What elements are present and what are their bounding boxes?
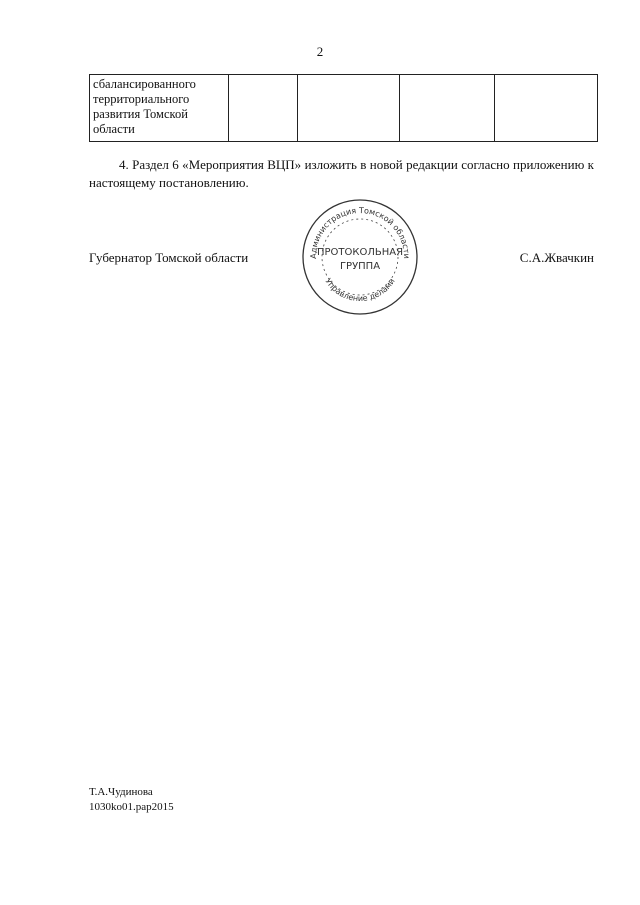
protocol-group-stamp: [300, 197, 420, 317]
item-4-paragraph: 4. Раздел 6 «Мероприятия ВЦП» изложить в новой редакции согласно приложению к настоящему постановлению.: [89, 157, 594, 190]
table-cell: [90, 75, 229, 142]
table-cell: [495, 75, 598, 142]
footer-file: 1030ko01.pap2015: [89, 801, 174, 813]
table-row: [90, 75, 598, 142]
stamp-center-line1: ПРОТОКОЛЬНАЯ: [316, 247, 404, 258]
governor-title: Губернатор Томской области: [89, 250, 249, 265]
cell-line: сбалансированного: [93, 77, 196, 91]
footer: [89, 785, 174, 815]
table-cell: [400, 75, 495, 142]
page-number: 2: [316, 44, 324, 59]
table-cell: [298, 75, 400, 142]
governor-name: С.А.Жвачкин: [519, 250, 594, 265]
cell-line: области: [93, 122, 135, 136]
cell-line: территориального: [93, 92, 190, 106]
table-cell: [229, 75, 298, 142]
stamp-center-line2: ГРУППА: [339, 261, 381, 272]
continuation-table: [89, 74, 598, 142]
stamp-outer-bottom-text: Управление делами: [323, 276, 397, 304]
footer-author: Т.А.Чудинова: [89, 786, 153, 798]
stamp-outer-top-text: Администрация Томской области: [308, 205, 412, 259]
cell-line: развития Томской: [93, 107, 188, 121]
